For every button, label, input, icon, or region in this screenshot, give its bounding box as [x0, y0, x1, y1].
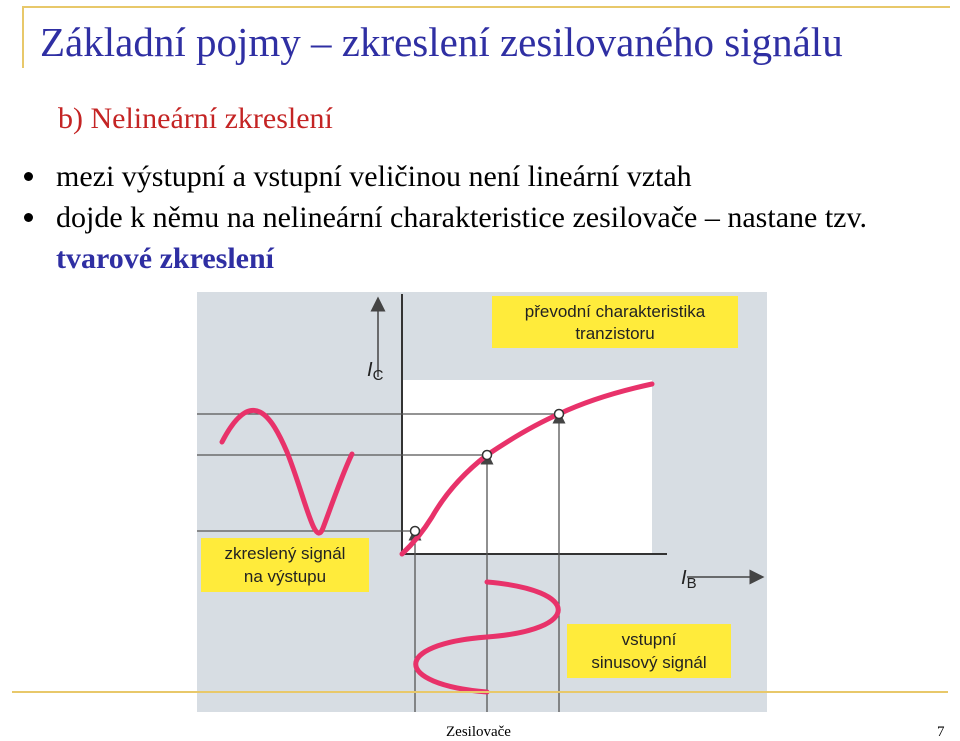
transfer-caption-line2: tranzistoru	[575, 324, 655, 343]
bullet-dot-icon	[24, 213, 33, 222]
bullet-text: mezi výstupní a vstupní veličinou není lineární vztah	[56, 160, 692, 193]
input-caption-line1: vstupní	[621, 630, 677, 649]
plot-area	[402, 380, 652, 554]
footer-divider	[12, 691, 948, 693]
bullet-item	[16, 197, 956, 279]
footer-title: Zesilovače	[446, 724, 511, 740]
operating-point-mid	[483, 451, 492, 460]
slide-title: Základní pojmy – zkreslení zesilovaného signálu	[40, 19, 843, 65]
x-axis-label: $I_B$	[681, 567, 697, 592]
bullet-list	[16, 156, 956, 279]
output-caption-line1: zkreslený signál	[224, 544, 346, 563]
slide-subtitle: b) Nelineární zkreslení	[58, 102, 333, 135]
transfer-characteristic-figure	[197, 292, 767, 712]
bullet-emphasis: tvarové zkreslení	[56, 242, 275, 275]
decorative-vertical-line	[22, 6, 24, 68]
decorative-horizontal-line	[22, 6, 950, 8]
bullet-text: dojde k němu na nelineární charakteristice zesilovače – nastane tzv.	[56, 201, 868, 234]
distorted-output-signal	[222, 410, 352, 533]
transfer-caption-line1: převodní charakteristika	[524, 302, 706, 321]
bullet-dot-icon	[24, 172, 33, 181]
page-number: 7	[937, 724, 945, 740]
output-caption-line2: na výstupu	[243, 567, 327, 586]
operating-point-max	[555, 410, 564, 419]
bullet-item	[16, 156, 956, 197]
operating-point-min	[411, 527, 420, 536]
input-caption-line2: sinusový signál	[591, 653, 707, 672]
diagram-svg	[197, 292, 767, 712]
y-axis-label: $I_C$	[367, 359, 384, 384]
